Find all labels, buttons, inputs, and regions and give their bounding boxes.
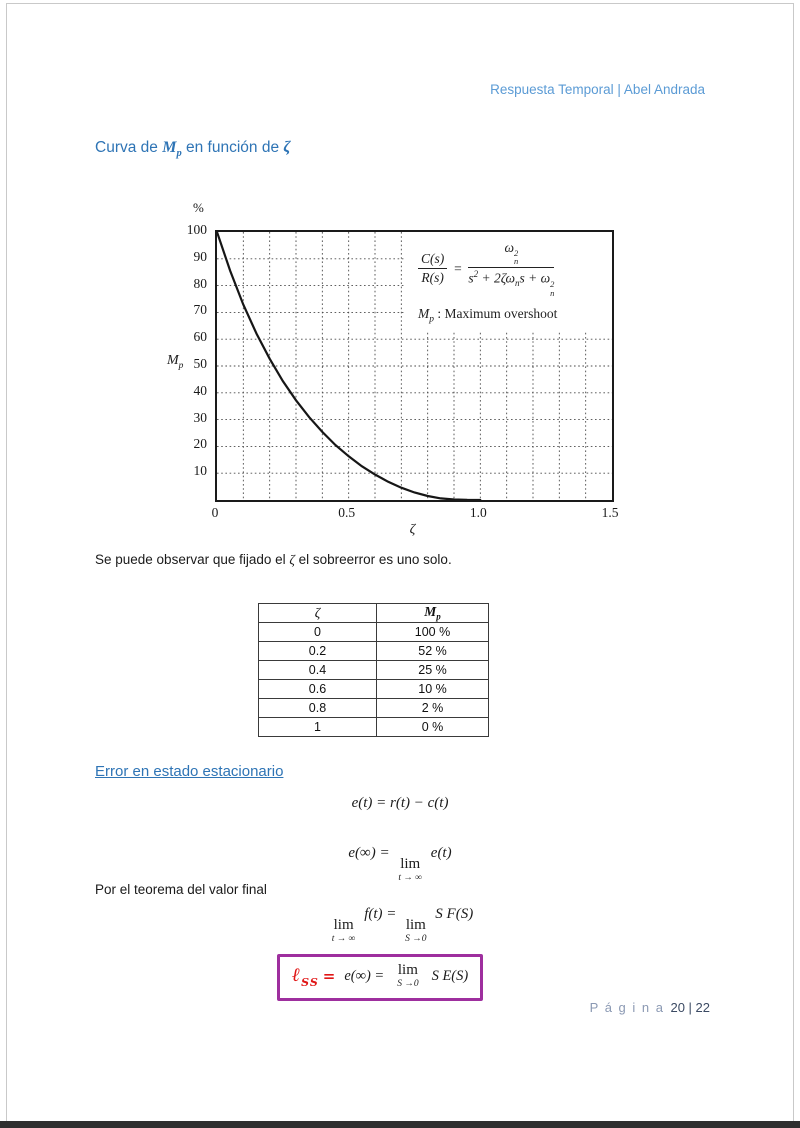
y-tick-label: 20 bbox=[193, 436, 207, 452]
y-tick-label: 30 bbox=[193, 409, 207, 425]
mp-vs-zeta-chart bbox=[165, 195, 645, 540]
zeta-symbol: ζ bbox=[289, 552, 295, 567]
footer-page-number: 20 | 22 bbox=[670, 1000, 710, 1015]
footer-pagina-label: P á g i n a bbox=[589, 1000, 665, 1015]
y-tick-label: 40 bbox=[193, 382, 207, 398]
table-row bbox=[259, 642, 489, 661]
percent-axis-label: % bbox=[193, 200, 204, 215]
page-title bbox=[95, 139, 290, 159]
x-tick-label: 1.0 bbox=[469, 505, 487, 520]
title-zeta-symbol: ζ bbox=[283, 139, 291, 156]
equation-steady-state-error: e(∞) = lim t → ∞ e(t) bbox=[348, 845, 452, 884]
equation-final-value-theorem: lim t → ∞ f(t) = lim S →0 S F(S) bbox=[331, 906, 474, 945]
table-header-row bbox=[259, 604, 489, 623]
table-header-zeta: ζ bbox=[259, 604, 377, 623]
table-cell: 0.4 bbox=[259, 661, 377, 680]
table-cell: 25 % bbox=[377, 661, 489, 680]
limit-operator: lim S →0 bbox=[405, 917, 427, 945]
handwritten-lss-annotation: ℓ$_{SS}$ = bbox=[292, 963, 337, 989]
mp-values-table bbox=[258, 603, 489, 737]
table-row bbox=[259, 680, 489, 699]
document-header: Respuesta Temporal | Abel Andrada bbox=[490, 82, 705, 97]
limit-operator: lim t → ∞ bbox=[331, 917, 356, 945]
observation-paragraph: Se puede observar que fijado el ζ el sobreerror es uno solo. bbox=[95, 552, 452, 567]
transfer-function-formula: $\frac{C(s)}{R(s)}$ = ω 2 n $s^2 + 2\zeta\omega_ns + \omega$ 2 n bbox=[418, 240, 612, 298]
title-mp-symbol: $M_p$ bbox=[162, 139, 182, 160]
y-tick-label: 80 bbox=[193, 275, 207, 291]
table-row bbox=[259, 623, 489, 642]
table-cell: 0 % bbox=[377, 718, 489, 737]
page-bottom-separator bbox=[0, 1121, 800, 1128]
table-header-mp: $M_p$ bbox=[377, 604, 489, 623]
section-heading-steady-state-error: Error en estado estacionario bbox=[95, 763, 284, 780]
table-cell: 2 % bbox=[377, 699, 489, 718]
table-cell: 10 % bbox=[377, 680, 489, 699]
y-tick-label: 100 bbox=[186, 222, 207, 237]
final-value-theorem-paragraph: Por el teorema del valor final bbox=[95, 882, 267, 897]
y-tick-label: 50 bbox=[193, 356, 207, 371]
x-tick-label: 0 bbox=[211, 505, 219, 520]
table-cell: 52 % bbox=[377, 642, 489, 661]
y-tick-label: 70 bbox=[193, 302, 207, 318]
equation-error-definition: e(t) = r(t) − c(t) bbox=[351, 795, 449, 811]
table-cell: 1 bbox=[259, 718, 377, 737]
table-cell: 0 bbox=[259, 623, 377, 642]
x-tick-label: 1.5 bbox=[601, 505, 619, 520]
chart-annotation-box bbox=[406, 232, 612, 332]
title-text-mid: en función de bbox=[181, 139, 284, 156]
table-cell: 0.8 bbox=[259, 699, 377, 718]
table-cell: 0.6 bbox=[259, 680, 377, 699]
table-row bbox=[259, 661, 489, 680]
x-axis-label: ζ bbox=[409, 522, 416, 537]
limit-operator: lim S →0 bbox=[397, 962, 419, 989]
mp-definition-note: $M_p$ : Maximum overshoot bbox=[418, 305, 558, 325]
limit-operator: lim t → ∞ bbox=[398, 856, 423, 884]
table-cell: 100 % bbox=[377, 623, 489, 642]
y-axis-label: $M_p$ bbox=[167, 353, 184, 371]
table-row bbox=[259, 718, 489, 737]
plot-area bbox=[215, 230, 614, 502]
y-tick-label: 10 bbox=[193, 463, 207, 479]
table-cell: 0.2 bbox=[259, 642, 377, 661]
table-row bbox=[259, 699, 489, 718]
x-tick-label: 0.5 bbox=[338, 505, 356, 520]
steady-state-error-boxed-formula: ℓ$_{SS}$ = e(∞) = lim S →0 S E(S) bbox=[277, 954, 483, 1001]
title-text-pre: Curva de bbox=[95, 139, 163, 156]
y-tick-label: 60 bbox=[193, 329, 207, 345]
y-tick-label: 90 bbox=[193, 248, 207, 264]
page-footer bbox=[590, 1000, 710, 1015]
